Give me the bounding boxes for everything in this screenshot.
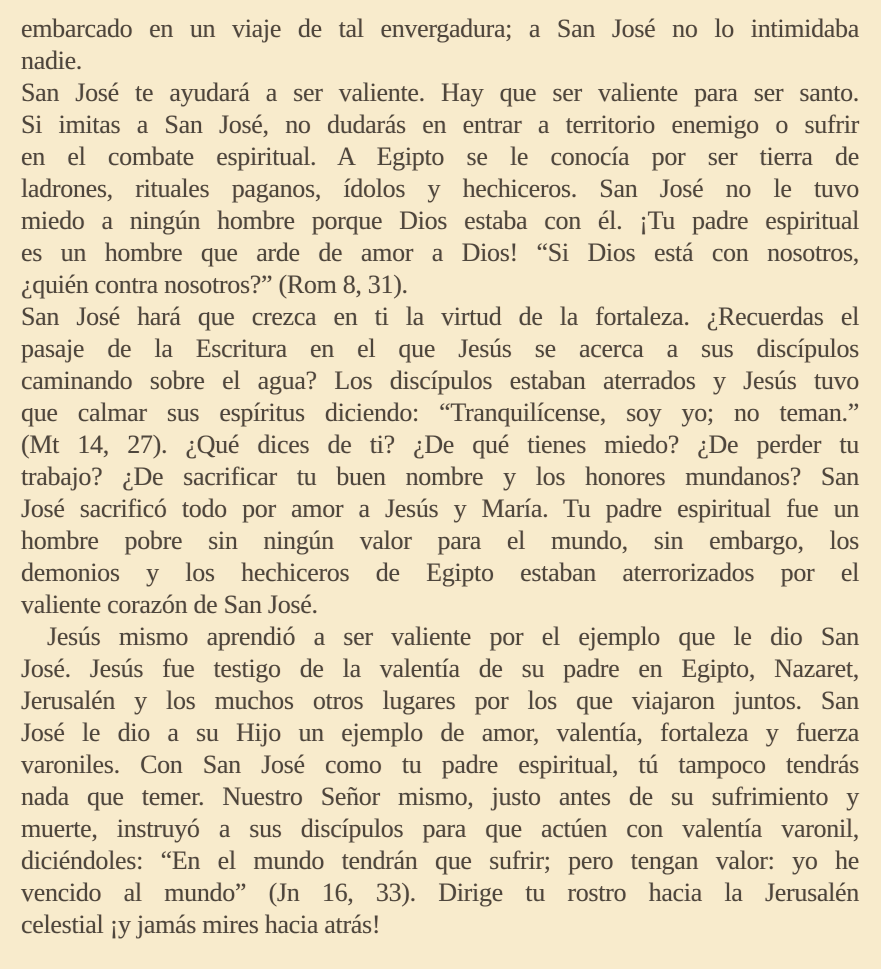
text-line: miedo a ningún hombre porque Dios estaba con él. ¡Tu padre espiritual: [21, 206, 859, 235]
text-line: ¿quién contra nosotros?” (Rom 8, 31).: [21, 270, 408, 299]
paragraph: [21, 301, 859, 621]
text-line: José le dio a su Hijo un ejemplo de amor, valentía, fortaleza y fuerza: [21, 718, 859, 747]
text-column: [21, 13, 859, 941]
text-line: José sacrificó todo por amor a Jesús y María. Tu padre espiritual fue un: [21, 494, 859, 523]
text-line: vencido al mundo” (Jn 16, 33). Dirige tu rostro hacia la Jerusalén: [21, 878, 859, 907]
text-line: caminando sobre el agua? Los discípulos estaban aterrados y Jesús tuvo: [21, 366, 859, 395]
text-line: Jerusalén y los muchos otros lugares por los que viajaron juntos. San: [21, 686, 859, 715]
paragraph: [21, 621, 859, 941]
text-line: San José te ayudará a ser valiente. Hay que ser valiente para ser santo.: [21, 78, 859, 107]
text-line: pasaje de la Escritura en el que Jesús se acerca a sus discípulos: [21, 334, 859, 363]
text-line: San José hará que crezca en ti la virtud de la fortaleza. ¿Recuerdas el: [21, 302, 859, 331]
text-line: Si imitas a San José, no dudarás en entrar a territorio enemigo o sufrir: [21, 110, 859, 139]
text-line: hombre pobre sin ningún valor para el mundo, sin embargo, los: [21, 526, 859, 555]
text-line: muerte, instruyó a sus discípulos para que actúen con valentía varonil,: [21, 814, 859, 843]
text-line: en el combate espiritual. A Egipto se le conocía por ser tierra de: [21, 142, 859, 171]
text-line: nada que temer. Nuestro Señor mismo, justo antes de su sufrimiento y: [21, 782, 859, 811]
text-line: diciéndoles: “En el mundo tendrán que sufrir; pero tengan valor: yo he: [21, 846, 859, 875]
text-line: (Mt 14, 27). ¿Qué dices de ti? ¿De qué tienes miedo? ¿De perder tu: [21, 430, 859, 459]
text-line: ladrones, rituales paganos, ídolos y hechiceros. San José no le tuvo: [21, 174, 859, 203]
text-line: demonios y los hechiceros de Egipto estaban aterrorizados por el: [21, 558, 859, 587]
text-line: nadie.: [21, 46, 83, 75]
text-line: es un hombre que arde de amor a Dios! “Si Dios está con nosotros,: [21, 238, 859, 267]
paragraph: [21, 13, 859, 77]
text-line: Jesús mismo aprendió a ser valiente por el ejemplo que le dio San: [47, 622, 859, 651]
paragraph: [21, 77, 859, 301]
text-line: celestial ¡y jamás mires hacia atrás!: [21, 910, 381, 939]
text-line: embarcado en un viaje de tal envergadura; a San José no lo intimidaba: [21, 14, 859, 43]
text-line: José. Jesús fue testigo de la valentía de su padre en Egipto, Nazaret,: [21, 654, 859, 683]
text-line: que calmar sus espíritus diciendo: “Tranquilícense, soy yo; no teman.”: [21, 398, 859, 427]
text-line: valiente corazón de San José.: [21, 590, 318, 619]
text-line: varoniles. Con San José como tu padre espiritual, tú tampoco tendrás: [21, 750, 859, 779]
text-line: trabajo? ¿De sacrificar tu buen nombre y los honores mundanos? San: [21, 462, 859, 491]
